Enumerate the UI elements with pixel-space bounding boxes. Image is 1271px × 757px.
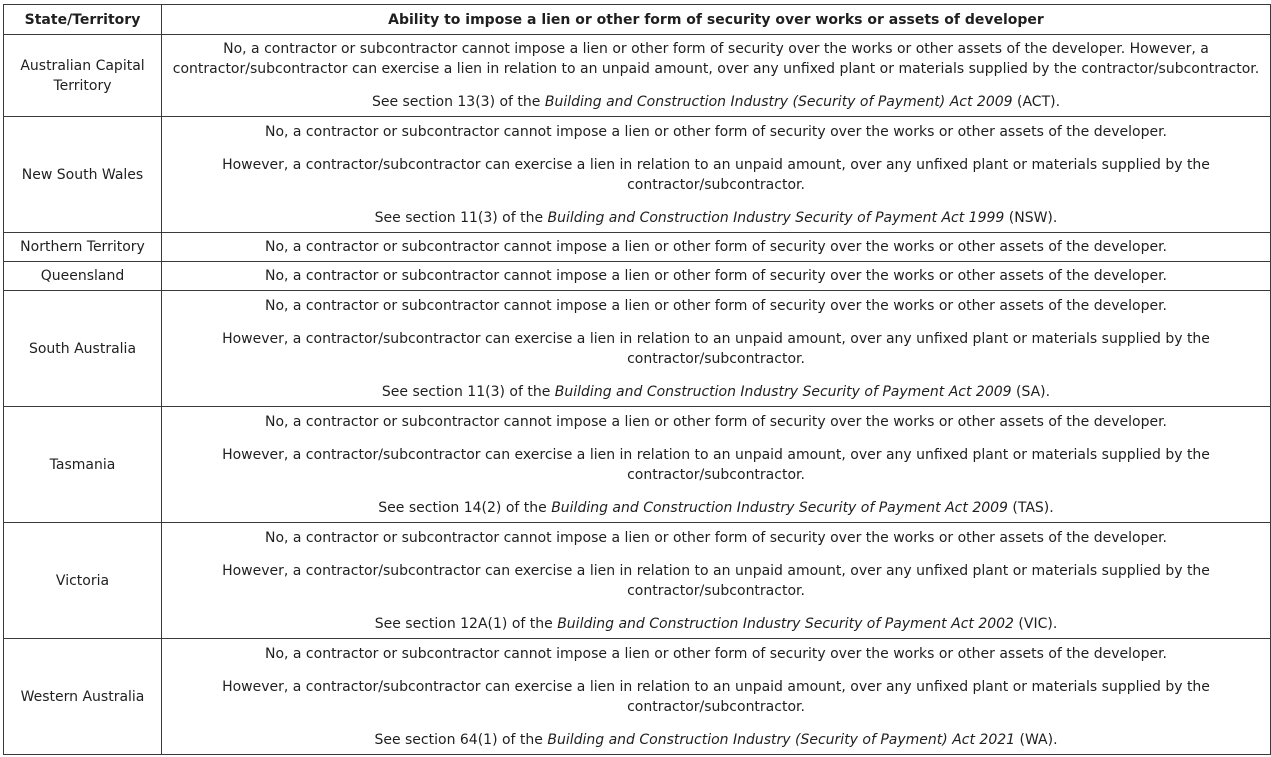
- lien-statement: No, a contractor or subcontractor cannot impose a lien or other form of security over the works or other assets of the developer.: [264, 645, 1168, 662]
- lien-statement: No, a contractor or subcontractor cannot impose a lien or other form of security over the works or other assets of the developer.: [264, 123, 1168, 140]
- lien-exception: However, a contractor/subcontractor can exercise a lien in relation to an unpaid amount, over any unfixed plant or materials supplied by the contractor/subcontractor.: [222, 156, 1210, 193]
- ability-cell: [162, 291, 1271, 407]
- lien-exception: However, a contractor/subcontractor can exercise a lien in relation to an unpaid amount, over any unfixed plant or materials supplied by the contractor/subcontractor.: [222, 330, 1210, 367]
- lien-exception: However, a contractor/subcontractor can exercise a lien in relation to an unpaid amount, over any unfixed plant or materials supplied by the contractor/subcontractor.: [222, 678, 1210, 715]
- lien-statement: No, a contractor or subcontractor cannot impose a lien or other form of security over the works or other assets of the developer.: [264, 413, 1168, 430]
- ability-cell: [162, 262, 1271, 291]
- legislation-reference: See section 11(3) of the Building and Construction Industry Security of Payment Act 2009 (SA).: [381, 383, 1051, 400]
- state-cell: Northern Territory: [4, 233, 162, 262]
- lien-statement: No, a contractor or subcontractor cannot impose a lien or other form of security over the works or other assets of the developer.: [264, 529, 1168, 546]
- ability-cell: [162, 523, 1271, 639]
- legislation-reference: See section 13(3) of the Building and Construction Industry (Security of Payment) Act 2009 (ACT).: [371, 94, 1061, 110]
- lien-exception: However, a contractor/subcontractor can exercise a lien in relation to an unpaid amount, over any unfixed plant or materials supplied by the contractor/subcontractor.: [222, 562, 1210, 599]
- lien-statement: No, a contractor or subcontractor cannot impose a lien or other form of security over the works or other assets of the developer. However, a contractor/subcontractor can exercise a lien in relation to an unpaid amount, over any unfixed plant or materials supplied by the contractor/subcontractor.: [172, 41, 1260, 77]
- legislation-reference: See section 12A(1) of the Building and Construction Industry Security of Payment Act 2002 (VIC).: [374, 615, 1058, 632]
- act-title: Building and Construction Industry Security of Payment Act 2009: [551, 499, 1008, 516]
- table-row: [4, 262, 1271, 291]
- ability-cell: [162, 233, 1271, 262]
- table-row: [4, 117, 1271, 233]
- table-row: [4, 35, 1271, 117]
- state-cell: Australian Capital Territory: [4, 35, 162, 117]
- lien-statement: No, a contractor or subcontractor cannot impose a lien or other form of security over the works or other assets of the developer.: [264, 297, 1168, 314]
- table-row: [4, 291, 1271, 407]
- ability-cell: [162, 117, 1271, 233]
- state-cell: Victoria: [4, 523, 162, 639]
- table-header-row: [4, 5, 1271, 35]
- ability-cell: [162, 639, 1271, 755]
- act-title: Building and Construction Industry Security of Payment Act 2009: [554, 383, 1012, 400]
- legislation-reference: See section 64(1) of the Building and Construction Industry (Security of Payment) Act 2021 (WA).: [374, 731, 1058, 748]
- table-row: [4, 407, 1271, 523]
- column-header-ability: Ability to impose a lien or other form of security over works or assets of developer: [162, 5, 1271, 35]
- state-cell: Queensland: [4, 262, 162, 291]
- legislation-reference: See section 11(3) of the Building and Construction Industry Security of Payment Act 1999 (NSW).: [374, 209, 1058, 226]
- act-title: Building and Construction Industry Security of Payment Act 1999: [547, 209, 1005, 226]
- ability-cell: [162, 407, 1271, 523]
- legislation-reference: See section 14(2) of the Building and Construction Industry Security of Payment Act 2009 (TAS).: [378, 499, 1054, 516]
- ability-cell: [162, 35, 1271, 117]
- lien-exception: However, a contractor/subcontractor can exercise a lien in relation to an unpaid amount, over any unfixed plant or materials supplied by the contractor/subcontractor.: [222, 446, 1210, 483]
- lien-table: [3, 4, 1271, 755]
- state-cell: South Australia: [4, 291, 162, 407]
- column-header-state: State/Territory: [4, 5, 162, 35]
- act-title: Building and Construction Industry (Security of Payment) Act 2021: [547, 731, 1016, 748]
- state-cell: Tasmania: [4, 407, 162, 523]
- state-cell: Western Australia: [4, 639, 162, 755]
- act-title: Building and Construction Industry (Security of Payment) Act 2009: [544, 94, 1013, 110]
- table-row: [4, 523, 1271, 639]
- state-cell: New South Wales: [4, 117, 162, 233]
- lien-statement: No, a contractor or subcontractor cannot impose a lien or other form of security over the works or other assets of the developer.: [264, 268, 1168, 284]
- lien-statement: No, a contractor or subcontractor cannot impose a lien or other form of security over the works or other assets of the developer.: [264, 239, 1168, 255]
- act-title: Building and Construction Industry Security of Payment Act 2002: [557, 615, 1014, 632]
- table-row: [4, 233, 1271, 262]
- table-row: [4, 639, 1271, 755]
